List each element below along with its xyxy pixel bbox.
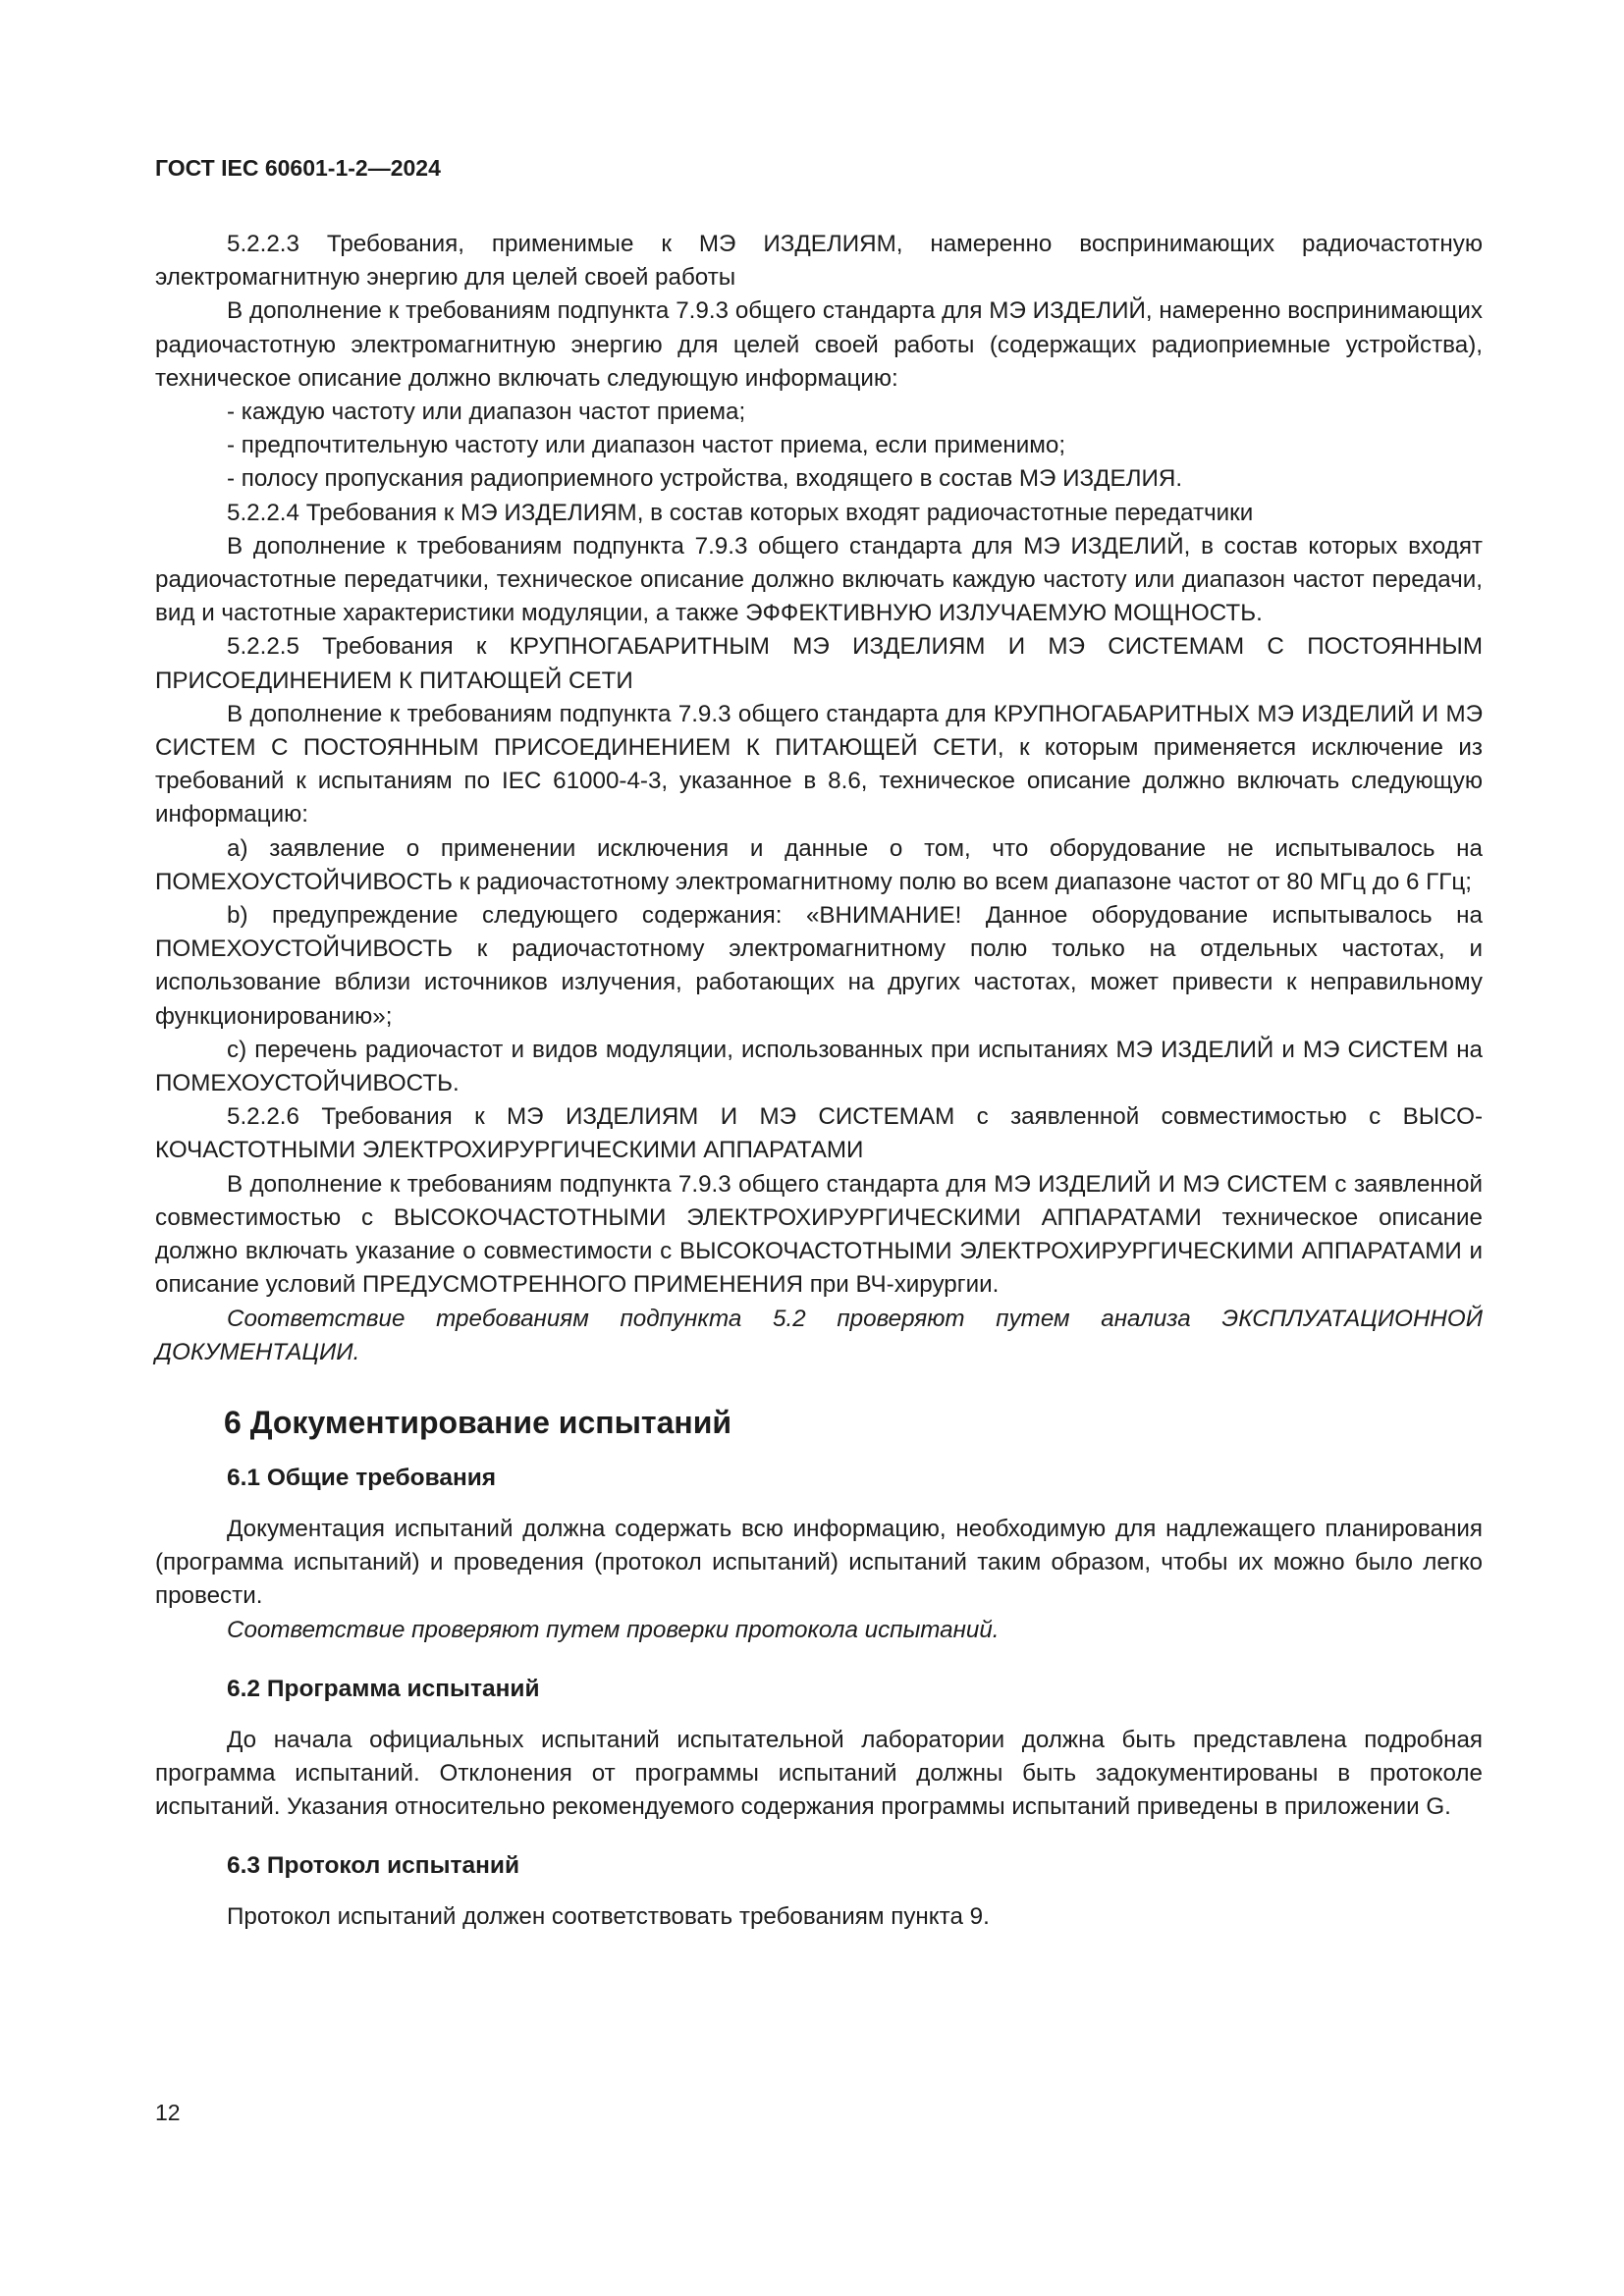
subsection-6-1-title: 6.1 Общие требования <box>227 1464 497 1491</box>
paragraph: Протокол испытаний должен соответствовать требованиям пункта 9. <box>227 1903 990 1931</box>
list-item: - полосу пропускания радиоприемного устройства, входящего в состав МЭ ИЗДЕЛИЯ. <box>227 465 1183 493</box>
list-item: a) заявление о применении исключения и данные о том, что оборудование не испытывалось на ПОМЕХОУСТОЙЧИВОСТЬ к радиочастотному электромагнитному полю во всем диапазоне частот от 80 МГц до 6 ГГц; <box>155 834 1483 895</box>
clause-5-2-2-3-heading: 5.2.2.3 Требования, применимые к МЭ ИЗДЕЛИЯМ, намеренно воспринимающих радиочастотную электромагнитную энергию для целей своей работы <box>155 231 1483 292</box>
list-item: c) перечень радиочастот и видов модуляции, использованных при испытаниях МЭ ИЗДЕЛИЙ и МЭ СИСТЕМ на ПОМЕХОУСТОЙЧИВОСТЬ. <box>155 1036 1483 1097</box>
compliance-statement: Соответствие требованиям подпункта 5.2 проверяют путем анализа ЭКСПЛУАТАЦИОННОЙ ДОКУМЕНТАЦИИ. <box>155 1305 1483 1365</box>
paragraph: Документация испытаний должна содержать всю информацию, необходимую для надлежащего планирования (программа испытаний) и проведения (протокол испытаний) испытаний таким образом, чтобы их можно было легко провести. <box>155 1515 1483 1610</box>
subsection-6-3-title: 6.3 Протокол испытаний <box>227 1852 520 1880</box>
paragraph: В дополнение к требованиям подпункта 7.9.3 общего стандарта для МЭ ИЗДЕЛИЙ И МЭ СИСТЕМ с заявленной совместимостью с ВЫСОКОЧАСТОТНЫМИ ЭЛЕКТРОХИРУРГИЧЕСКИМИ АППАРАТАМИ техническое описание должно включать указание о совместимости с ВЫСОКОЧАСТОТНЫМИ ЭЛЕКТРОХИРУРГИЧЕСКИМИ АППАРАТАМИ и описание условий ПРЕДУСМОТРЕННОГО ПРИМЕНЕНИЯ при ВЧ-хирургии. <box>155 1170 1483 1299</box>
clause-5-2-2-6-heading: 5.2.2.6 Требования к МЭ ИЗДЕЛИЯМ И МЭ СИСТЕМАМ с заявленной совместимостью с ВЫСОКОЧАСТОТНЫМИ ЭЛЕКТРОХИРУРГИЧЕСКИМИ АППАРАТАМИ <box>155 1103 1483 1164</box>
clause-5-2-2-5-heading: 5.2.2.5 Требования к КРУПНОГАБАРИТНЫМ МЭ ИЗДЕЛИЯМ И МЭ СИСТЕМАМ С ПОСТОЯННЫМ ПРИСОЕДИНЕНИЕМ К ПИТАЮЩЕЙ СЕТИ <box>155 633 1483 694</box>
section-6-title: 6 Документирование испытаний <box>224 1404 732 1440</box>
page-number: 12 <box>155 2100 181 2125</box>
paragraph: В дополнение к требованиям подпункта 7.9.3 общего стандарта для МЭ ИЗДЕЛИЙ, намеренно воспринимающих радиочастотную электромагнитную энергию для целей своей работы (содержащих радиоприемные устройства), техническое описание должно включать следующую информацию: <box>155 297 1483 392</box>
standard-code-header: ГОСТ IEC 60601-1-2—2024 <box>155 155 441 181</box>
paragraph: В дополнение к требованиям подпункта 7.9.3 общего стандарта для КРУПНОГАБАРИТНЫХ МЭ ИЗДЕЛИЙ И МЭ СИСТЕМ С ПОСТОЯННЫМ ПРИСОЕДИНЕНИЕМ К ПИТАЮЩЕЙ СЕТИ, к которым применяется исключение из требований к испытаниям по IEC 61000-4-3, указанное в 8.6, техническое описание должно включать следующую информацию: <box>155 700 1483 828</box>
paragraph: До начала официальных испытаний испытательной лаборатории должна быть представлена подробная программа испытаний. Отклонения от программы испытаний должны быть задокументированы в протоколе испытаний. Указания относительно рекомендуемого содержания программы испытаний приведены в приложении G. <box>155 1726 1483 1821</box>
list-item: b) предупреждение следующего содержания: «ВНИМАНИЕ! Данное оборудование испытывалось на ПОМЕХОУСТОЙЧИВОСТЬ к радиочастотному электромагнитному полю только на отдельных частотах, и использование вблизи источников излучения, работающих на других частотах, может привести к неправильному функционированию»; <box>155 902 1483 1030</box>
subsection-6-2-title: 6.2 Программа испытаний <box>227 1675 540 1702</box>
paragraph: В дополнение к требованиям подпункта 7.9.3 общего стандарта для МЭ ИЗДЕЛИЙ, в состав которых входят радиочастотные передатчики, техническое описание должно включать каждую частоту или диапазон частот передачи, вид и частотные характеристики модуляции, а также ЭФФЕКТИВНУЮ ИЗЛУЧАЕМУЮ МОЩНОСТЬ. <box>155 532 1483 627</box>
list-item: - каждую частоту или диапазон частот приема; <box>227 399 746 426</box>
page-content <box>155 228 1483 1935</box>
clause-5-2-2-4-heading: 5.2.2.4 Требования к МЭ ИЗДЕЛИЯМ, в состав которых входят радиочастотные передатчики <box>227 499 1254 526</box>
compliance-statement: Соответствие проверяют путем проверки протокола испытаний. <box>227 1616 1000 1643</box>
list-item: - предпочтительную частоту или диапазон частот приема, если применимо; <box>227 432 1066 459</box>
